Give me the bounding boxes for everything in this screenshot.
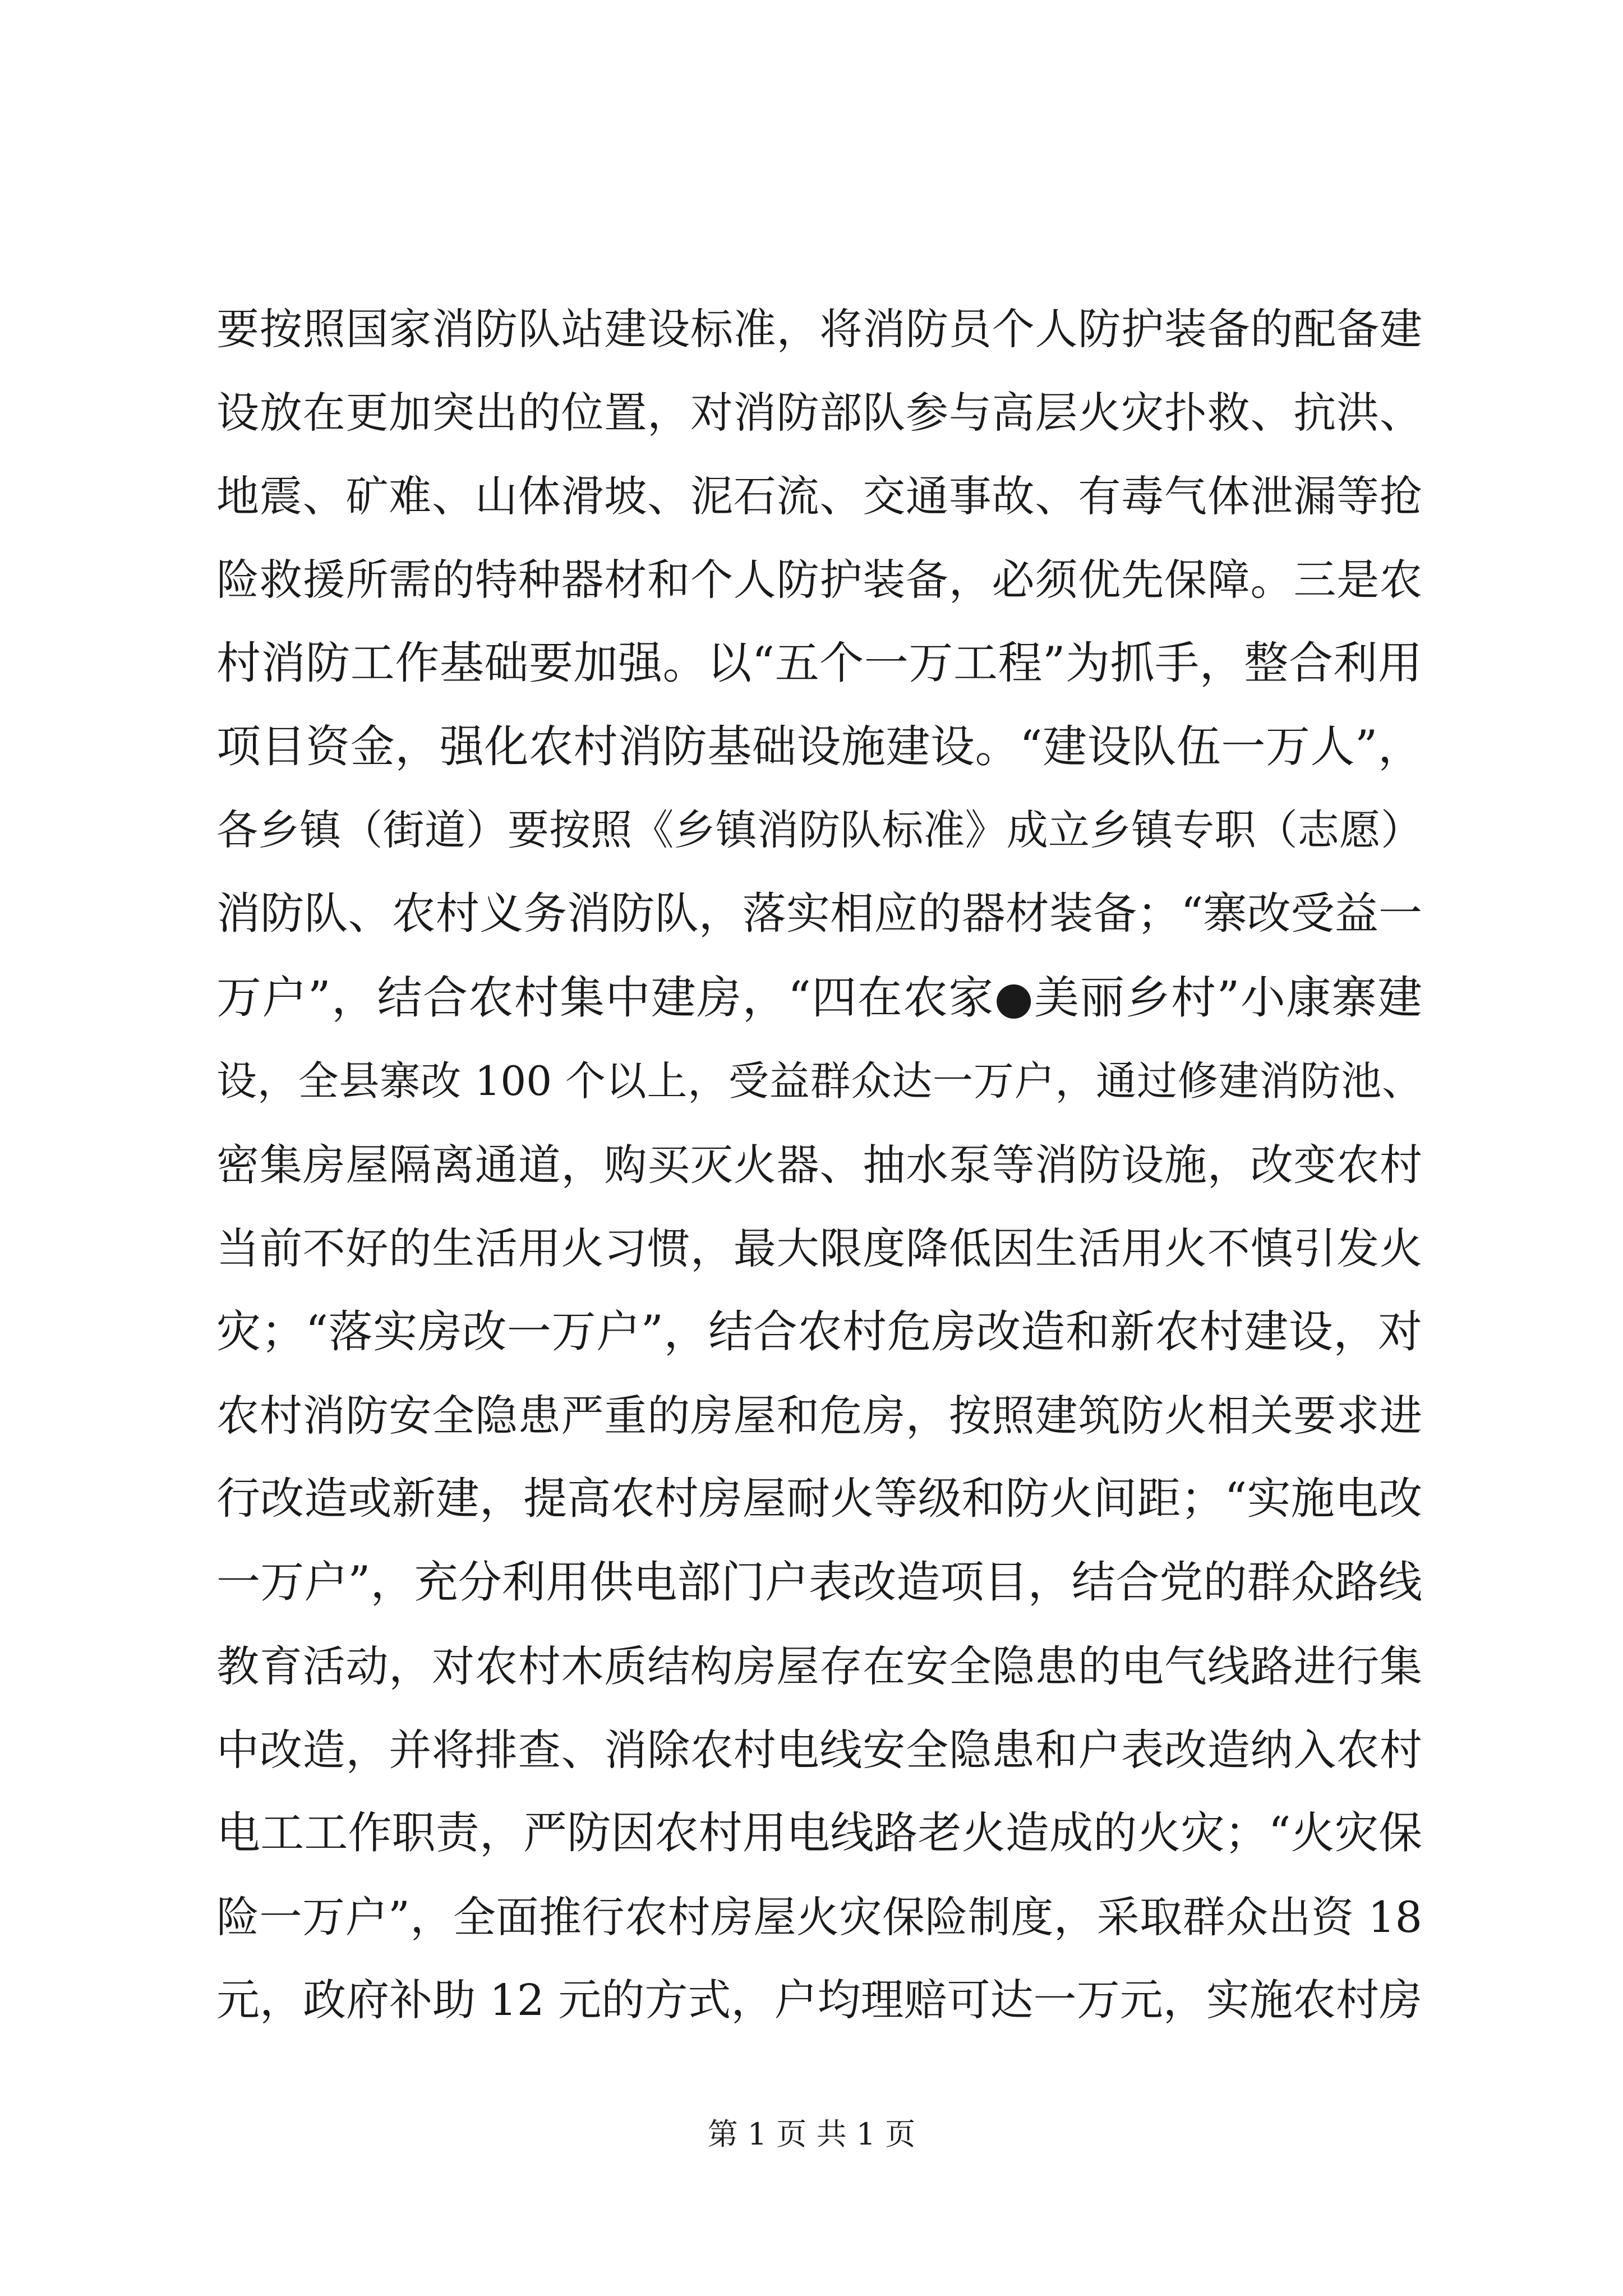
- text-line: 险一万户”，全面推行农村房屋火灾保险制度，采取群众出资 18: [216, 1892, 1422, 1942]
- page-number-footer: 第 1 页 共 1 页: [707, 2116, 916, 2152]
- text-line: 项目资金，强化农村消防基础设施建设。“建设队伍一万人”，: [216, 721, 1422, 772]
- text-line: 地震、矿难、山体滑坡、泥石流、交通事故、有毒气体泄漏等抢: [216, 471, 1422, 521]
- text-line: 设放在更加突出的位置，对消防部队参与高层火灾扑救、抗洪、: [216, 388, 1422, 438]
- text-line: 教育活动，对农村木质结构房屋存在安全隐患的电气线路进行集: [216, 1641, 1422, 1691]
- text-line: 行改造或新建，提高农村房屋耐火等级和防火间距；“实施电改: [216, 1474, 1422, 1524]
- body-text: [216, 287, 1422, 2042]
- text-line: 村消防工作基础要加强。以“五个一万工程”为抓手，整合利用: [216, 637, 1422, 689]
- text-line: 灾；“落实房改一万户”，结合农村危房改造和新农村建设，对: [216, 1306, 1422, 1358]
- text-line: 电工工作职责，严防因农村用电线路老火造成的火灾；“火灾保: [216, 1808, 1422, 1858]
- text-line: 农村消防安全隐患严重的房屋和危房，按照建筑防火相关要求进: [216, 1391, 1422, 1441]
- text-line: 各乡镇（街道）要按照《乡镇消防队标准》成立乡镇专职（志愿）: [216, 806, 1422, 854]
- text-line: 当前不好的生活用火习惯，最大限度降低因生活用火不慎引发火: [216, 1223, 1422, 1273]
- text-line: 险救援所需的特种器材和个人防护装备，必须优先保障。三是农: [216, 555, 1422, 605]
- text-line: 中改造，并将排查、消除农村电线安全隐患和户表改造纳入农村: [216, 1725, 1422, 1775]
- text-line: 要按照国家消防队站建设标准，将消防员个人防护装备的配备建: [216, 304, 1422, 354]
- text-line: 设，全县寨改 100 个以上，受益群众达一万户，通过修建消防池、: [216, 1057, 1422, 1105]
- text-line: 密集房屋隔离通道，购买灭火器、抽水泵等消防设施，改变农村: [216, 1140, 1422, 1190]
- text-line: 消防队、农村义务消防队，落实相应的器材装备；“寨改受益一: [216, 889, 1422, 939]
- text-line: 元，政府补助 12 元的方式，户均理赔可达一万元，实施农村房: [216, 1976, 1422, 2026]
- text-line: 一万户”，充分利用供电部门户表改造项目，结合党的群众路线: [216, 1557, 1422, 1608]
- text-line: 万户”，结合农村集中建房，“四在农家●美丽乡村”小康寨建: [216, 972, 1422, 1024]
